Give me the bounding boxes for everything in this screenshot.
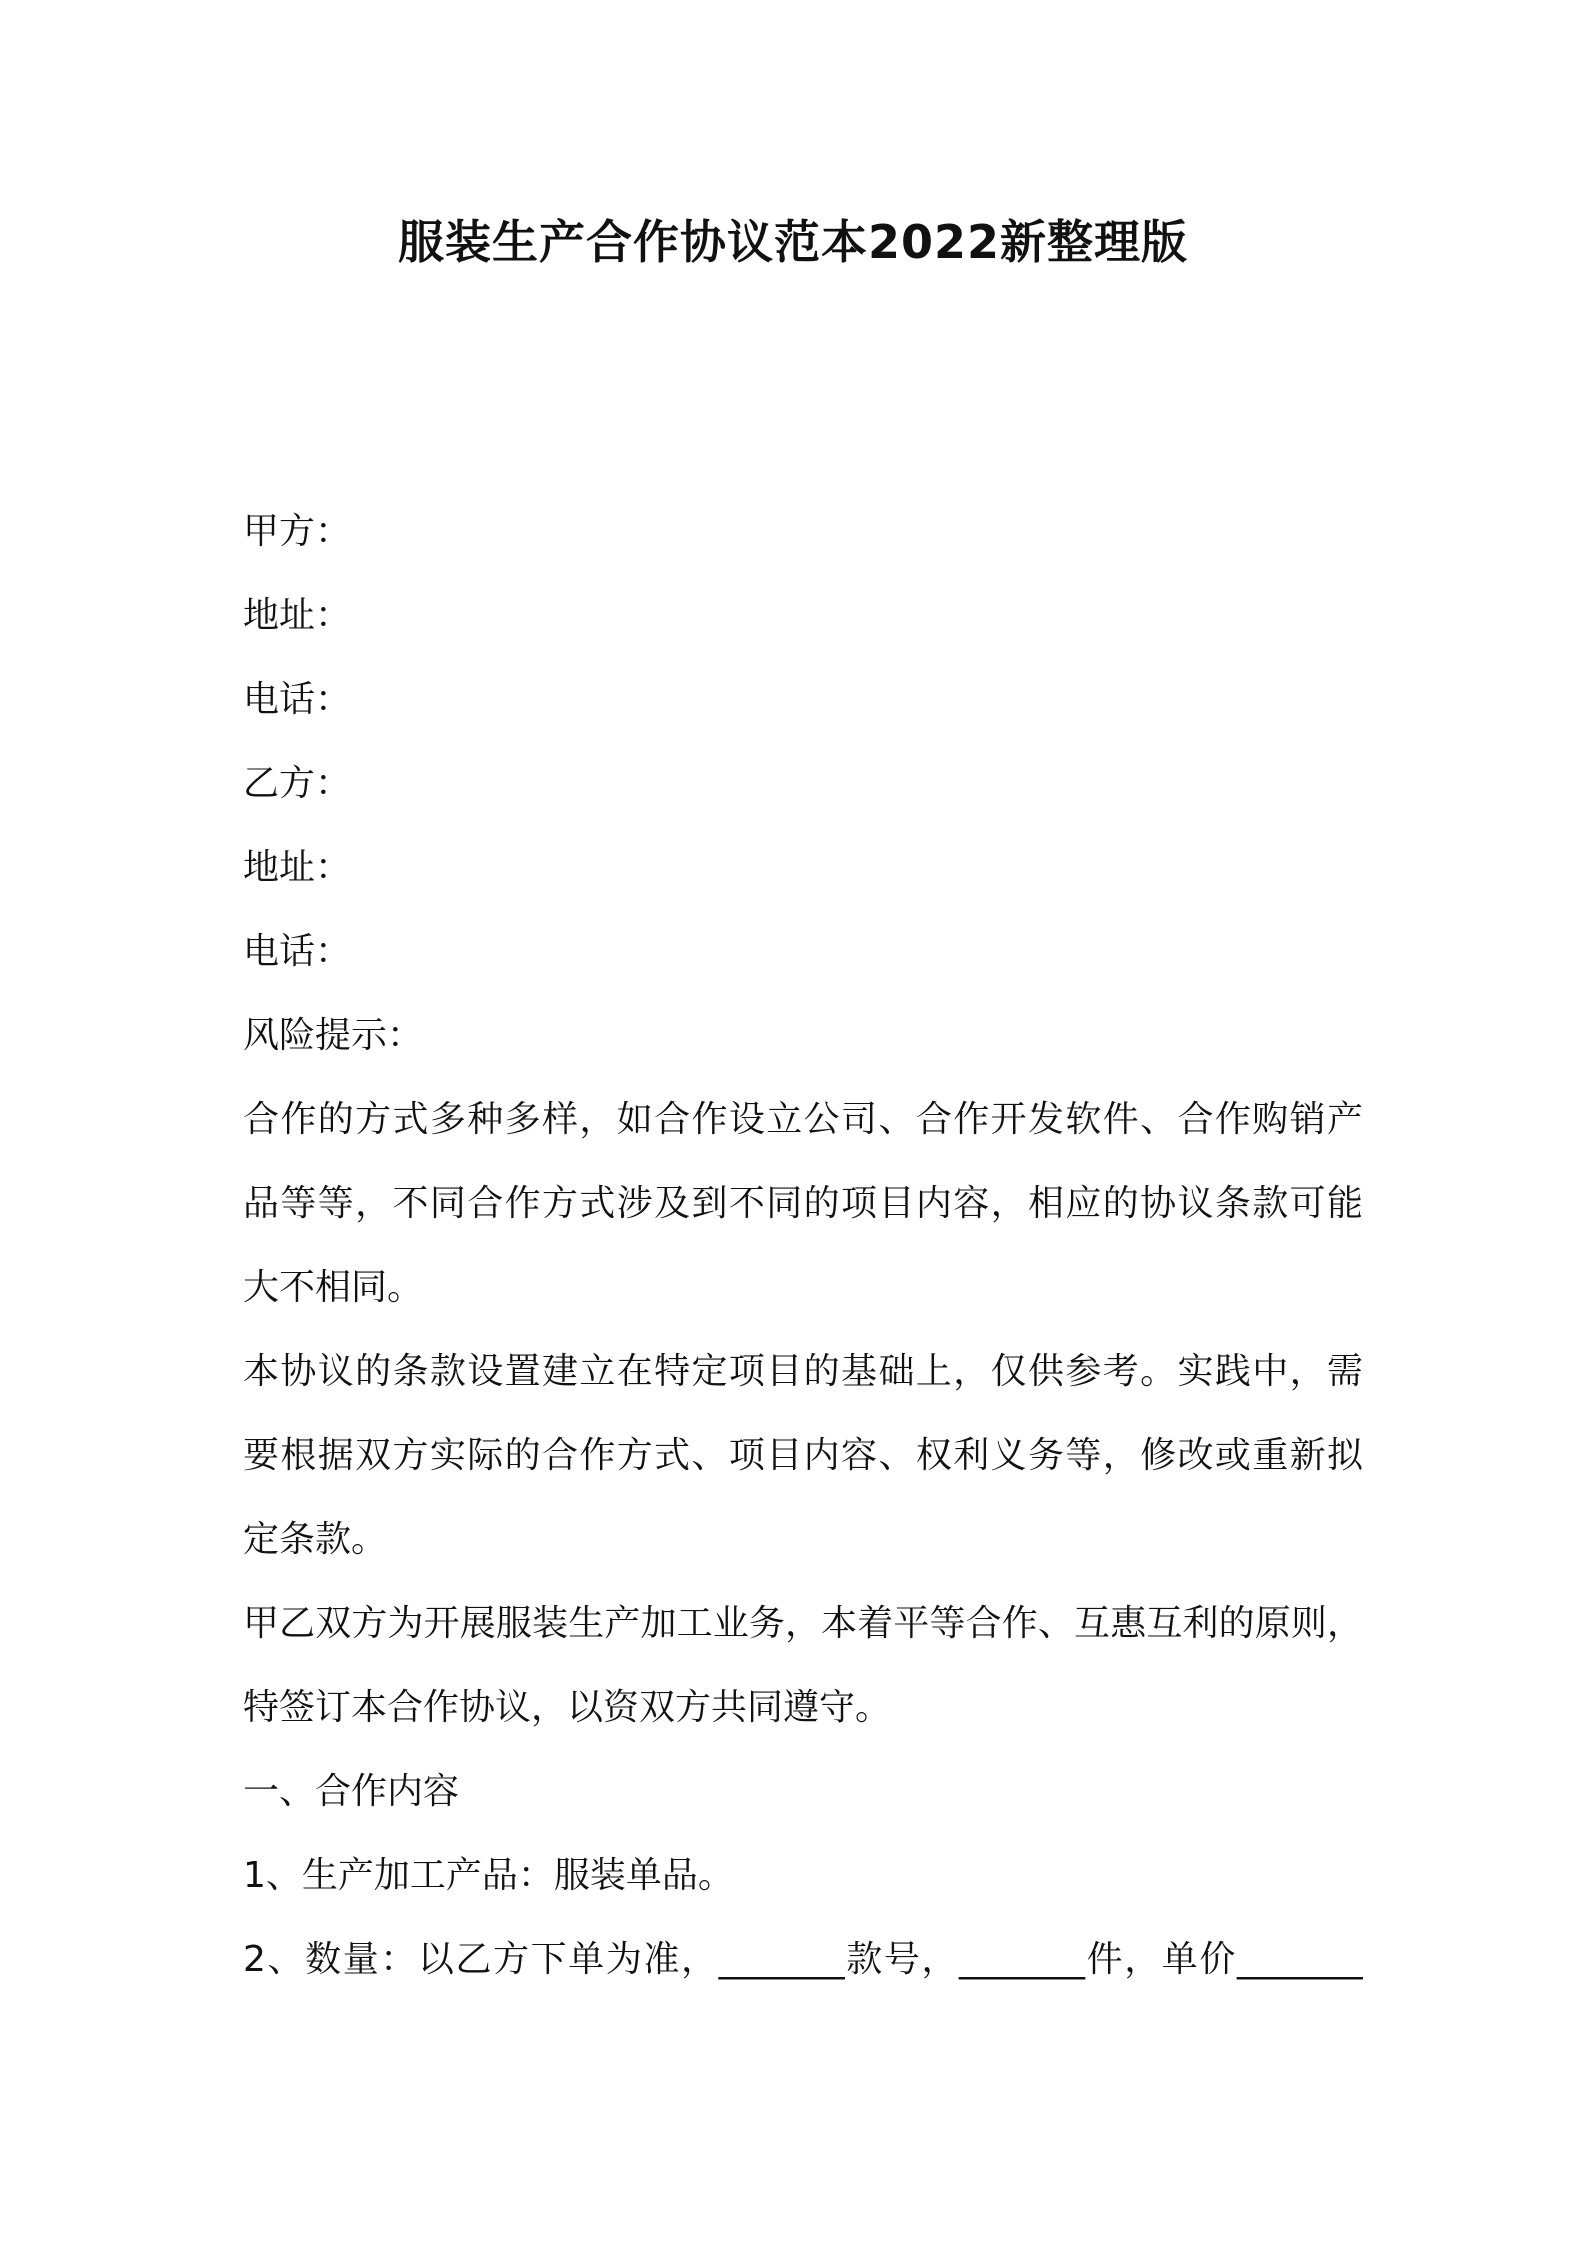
section-1-item-2: 2、数量：以乙方下单为准，_______款号，_______件，单价_______ [243, 1939, 1363, 1980]
intro-paragraph-line: 特签订本合作协议，以资双方共同遵守。 [243, 1687, 892, 1728]
risk-paragraph-1-line: 品等等，不同合作方式涉及到不同的项目内容，相应的协议条款可能 [243, 1183, 1363, 1224]
risk-paragraph-1-line: 合作的方式多种多样，如合作设立公司、合作开发软件、合作购销产 [243, 1099, 1363, 1140]
section-1-heading: 一、合作内容 [243, 1771, 460, 1812]
party-a-address-label: 地址： [243, 595, 352, 636]
risk-paragraph-2-line: 要根据双方实际的合作方式、项目内容、权利义务等，修改或重新拟 [243, 1435, 1363, 1476]
document-body [243, 490, 1363, 2002]
party-a-phone-label: 电话： [243, 679, 352, 720]
risk-paragraph-1-line: 大不相同。 [243, 1267, 424, 1308]
risk-paragraph-2-line: 定条款。 [243, 1519, 388, 1560]
risk-paragraph-2-line: 本协议的条款设置建立在特定项目的基础上，仅供参考。实践中，需 [243, 1351, 1363, 1392]
risk-heading: 风险提示： [243, 1015, 424, 1056]
party-b-name-label: 乙方： [243, 763, 352, 804]
party-a-name-label: 甲方： [243, 511, 352, 552]
party-b-phone-label: 电话： [243, 931, 352, 972]
section-1-item-1: 1、生产加工产品：服装单品。 [243, 1855, 734, 1896]
intro-paragraph-line: 甲乙双方为开展服装生产加工业务，本着平等合作、互惠互利的原则， [243, 1603, 1363, 1644]
party-b-address-label: 地址： [243, 847, 352, 888]
document-title: 服装生产合作协议范本2022新整理版 [397, 215, 1189, 269]
